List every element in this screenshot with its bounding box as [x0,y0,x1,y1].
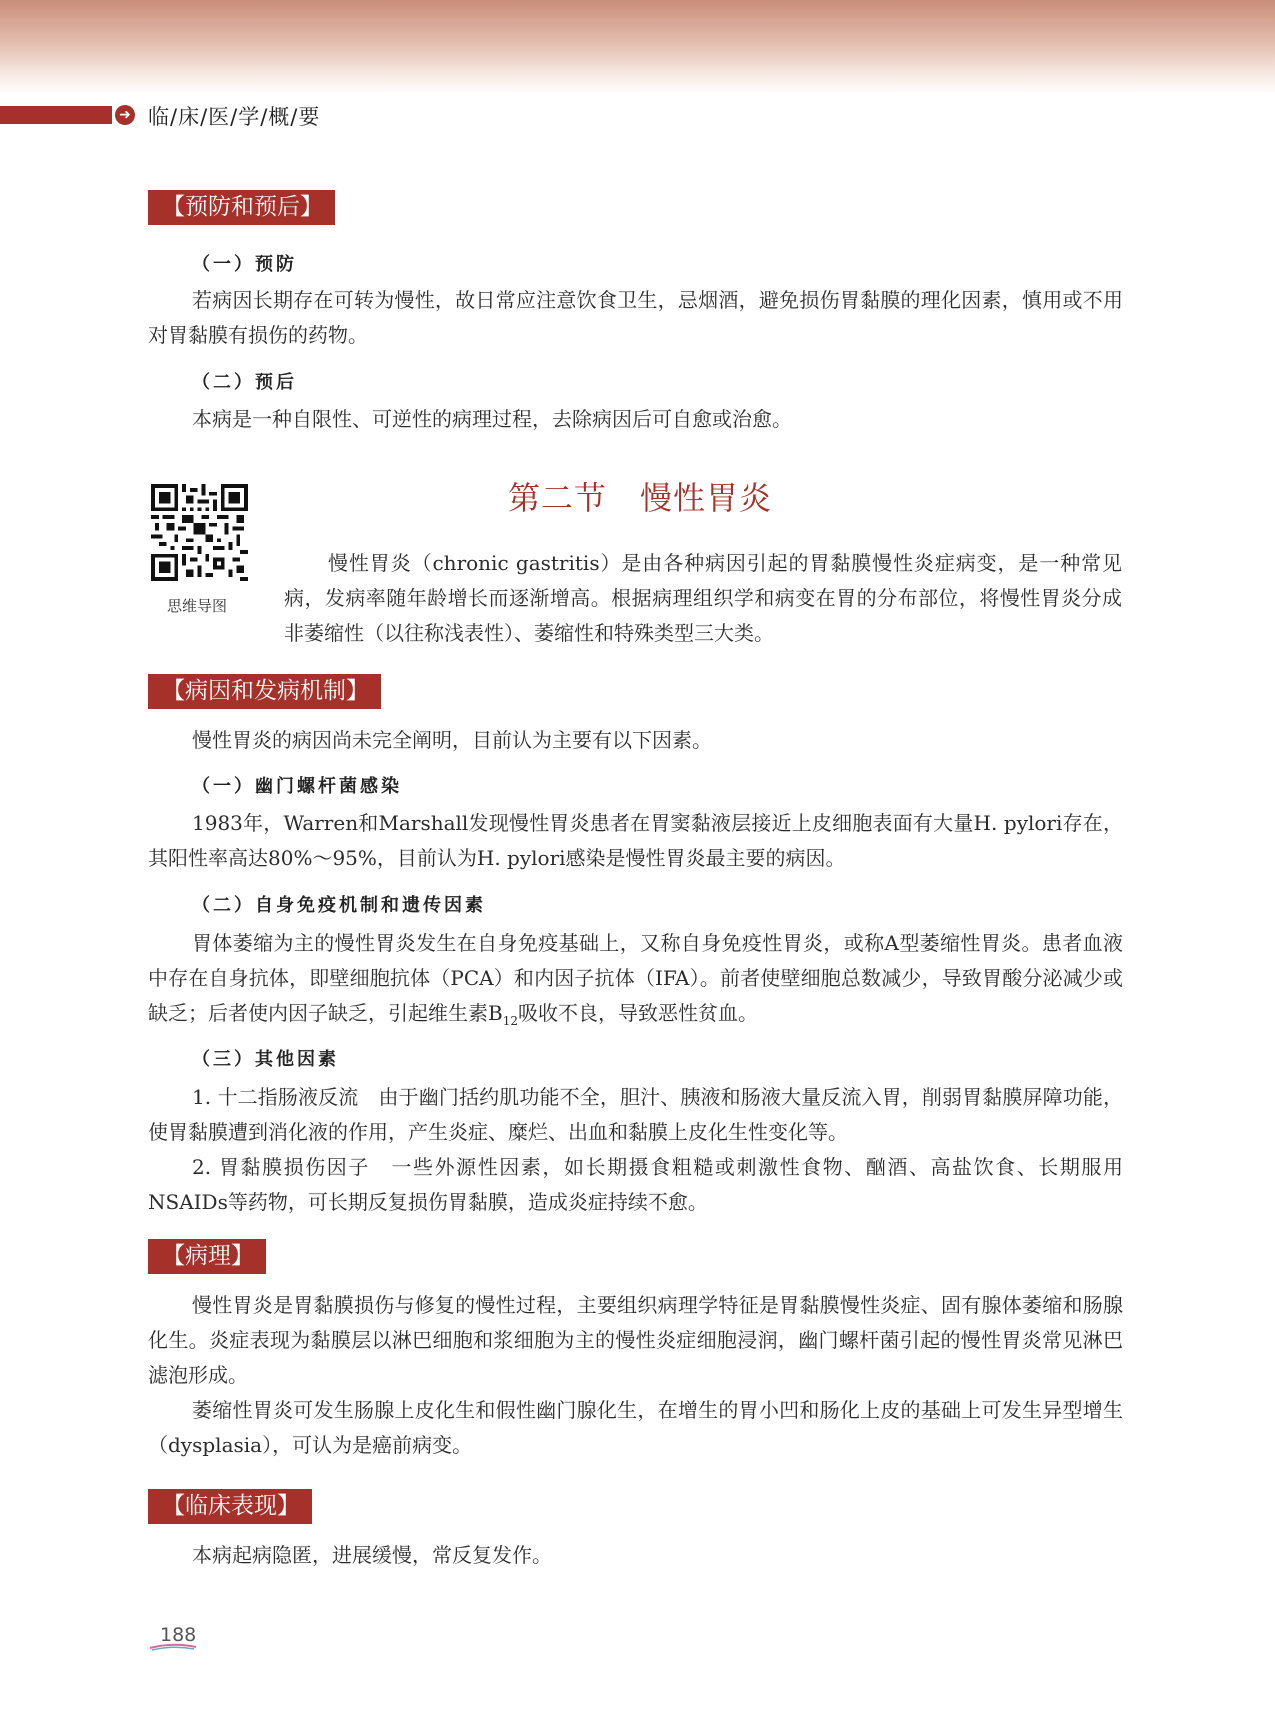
subhead-other-factors: （三）其他因素 [192,1049,339,1070]
section-label-prevention-prognosis: 【预防和预后】 [148,190,335,225]
section-label-pathology: 【病理】 [148,1239,266,1274]
autoimmune-text-b: 吸收不良，导致恶性贫血。 [517,1001,758,1025]
paragraph-hp-infection: 1983年，Warren和Marshall发现慢性胃炎患者在胃窦黏液层接近上皮细胞表面有大量H. pylori存在，其阳性率高达80%～95%，目前认为H. pylori感染是慢性胃炎最主要的病因。 [148,811,1123,870]
section-label-clinical: 【临床表现】 [148,1489,312,1524]
qr-code-icon[interactable] [151,484,248,581]
chapter-intro: 慢性胃炎（chronic gastritis）是由各种病因引起的胃黏膜慢性炎症病变，是一种常见病，发病率随年龄增长而逐渐增高。根据病理组织学和病变在胃的分布部位，将慢性胃炎分成非萎缩性（以往称浅表性）、萎缩性和特殊类型三大类。 [284,551,1122,645]
running-head-bar [0,106,112,124]
paragraph-pathology-2: 萎缩性胃炎可发生肠腺上皮化生和假性幽门腺化生，在增生的胃小凹和肠化上皮的基础上可发生异型增生（dysplasia），可认为是癌前病变。 [148,1398,1123,1457]
autoimmune-text-a: 胃体萎缩为主的慢性胃炎发生在自身免疫基础上，又称自身免疫性胃炎，或称A型萎缩性胃炎。患者血液中存在自身抗体，即壁细胞抗体（PCA）和内因子抗体（IFA）。前者使壁细胞总数减少，导致胃酸分泌减少或缺乏；后者使内因子缺乏，引起维生素B [148,931,1123,1025]
running-title: 临/床/医/学/概/要 [148,105,321,129]
paragraph-pathology-1: 慢性胃炎是胃黏膜损伤与修复的慢性过程，主要组织病理学特征是胃黏膜慢性炎症、固有腺体萎缩和肠腺化生。炎症表现为黏膜层以淋巴细胞和浆细胞为主的慢性炎症细胞浸润，幽门螺杆菌引起的慢性胃炎常见淋巴滤泡形成。 [148,1293,1123,1387]
vitamin-b12-subscript: 12 [502,1014,518,1028]
arrow-right-circle-icon: ➜ [115,105,135,125]
paragraph-duodenal-reflux: 1. 十二指肠液反流 由于幽门括约肌功能不全，胆汁、胰液和肠液大量反流入胃，削弱胃黏膜屏障功能，使胃黏膜遭到消化液的作用，产生炎症、糜烂、出血和黏膜上皮化生性变化等。 [148,1085,1123,1144]
subhead-prevention: （一）预防 [192,254,297,275]
qr-caption: 思维导图 [167,597,228,615]
section-label-etiology: 【病因和发病机制】 [148,674,381,709]
paragraph-etiology-lead: 慢性胃炎的病因尚未完全阐明，目前认为主要有以下因素。 [192,728,712,752]
paragraph-autoimmune [148,926,1123,1039]
subhead-prognosis: （二）预后 [192,372,297,393]
paragraph-mucosal-damage: 2. 胃黏膜损伤因子 一些外源性因素，如长期摄食粗糙或刺激性食物、酗酒、高盐饮食、长期服用NSAIDs等药物，可长期反复损伤胃黏膜，造成炎症持续不愈。 [148,1155,1123,1214]
page-swoosh-decoration [148,1643,198,1651]
page-number: 188 [160,1624,197,1646]
subhead-autoimmune: （二）自身免疫机制和遗传因素 [192,895,486,916]
paragraph-clinical: 本病起病隐匿，进展缓慢，常反复发作。 [192,1543,552,1567]
header-band [0,0,1275,95]
paragraph-prognosis: 本病是一种自限性、可逆性的病理过程，去除病因后可自愈或治愈。 [192,407,792,431]
subhead-hp-infection: （一）幽门螺杆菌感染 [192,776,402,797]
paragraph-prevention: 若病因长期存在可转为慢性，故日常应注意饮食卫生，忌烟酒，避免损伤胃黏膜的理化因素，慎用或不用对胃黏膜有损伤的药物。 [148,288,1123,347]
chapter-title: 第二节 慢性胃炎 [508,479,773,517]
